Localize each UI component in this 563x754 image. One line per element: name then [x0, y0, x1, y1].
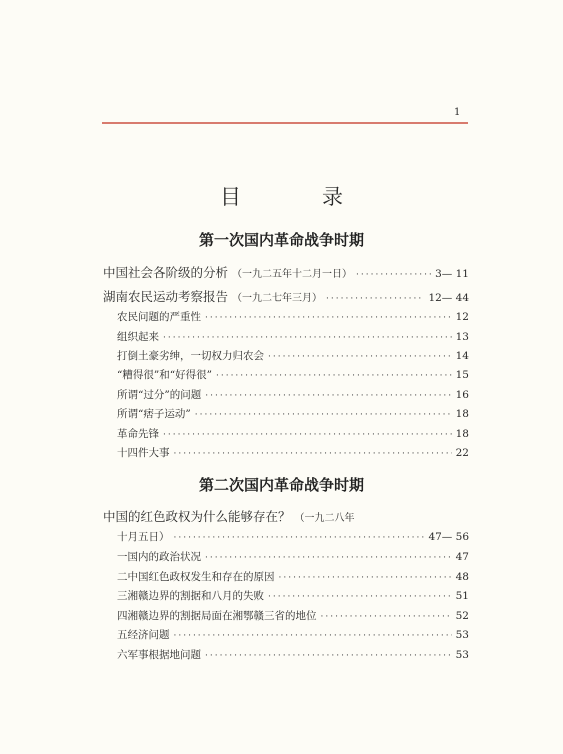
toc-subentry[interactable]	[117, 647, 469, 662]
dot-leader	[216, 371, 452, 381]
subentry-page: 15	[455, 369, 469, 381]
dot-leader	[205, 313, 452, 323]
subentry-title: 农民问题的严重性	[117, 311, 201, 323]
subentry-title: “糟得很”和“好得很”	[117, 369, 212, 381]
subentry-page: 52	[455, 610, 469, 622]
toc-entry[interactable]	[103, 507, 469, 525]
subentry-title: 打倒土豪劣绅，一切权力归农会	[117, 350, 264, 362]
dot-leader	[356, 270, 431, 280]
toc-subentry[interactable]	[117, 387, 469, 402]
entry-pages: 47— 56	[428, 531, 469, 543]
dot-leader	[205, 651, 452, 661]
subentry-title: 经济问题	[127, 629, 170, 641]
header-rule	[102, 122, 468, 124]
dot-leader	[163, 333, 452, 343]
subentry-page: 22	[455, 447, 469, 459]
toc-title: 目 录	[220, 185, 373, 209]
subentry-page: 18	[455, 428, 469, 440]
entry-date: （一九二五年十二月一日）	[232, 269, 353, 280]
subentry-page: 53	[455, 649, 469, 661]
subentry-page: 16	[455, 389, 469, 401]
toc-subentry[interactable]	[117, 309, 469, 324]
entry-title: 中国的红色政权为什么能够存在？	[103, 509, 291, 524]
subentry-page: 14	[455, 350, 469, 362]
toc-entry[interactable]	[103, 287, 469, 305]
toc-entry-continuation[interactable]	[117, 529, 469, 544]
toc-subentry[interactable]	[117, 348, 469, 363]
dot-leader	[321, 612, 452, 622]
subentry-number: 二	[117, 571, 128, 583]
toc-subentry[interactable]	[117, 588, 469, 603]
toc-subentry[interactable]	[117, 426, 469, 441]
toc-subentry[interactable]	[117, 569, 469, 584]
entry-pages: 3— 11	[435, 268, 469, 280]
subentry-page: 18	[455, 408, 469, 420]
dot-leader	[326, 294, 424, 304]
subentry-number: 一	[117, 551, 128, 563]
toc-subentry[interactable]	[117, 549, 469, 564]
entry-date: （一九二八年	[294, 513, 355, 524]
subentry-title: 革命先锋	[117, 428, 159, 440]
subentry-page: 12	[455, 311, 469, 323]
subentry-page: 47	[455, 551, 469, 563]
toc-subentry[interactable]	[117, 329, 469, 344]
dot-leader	[174, 533, 425, 543]
entry-date: （一九二七年三月）	[232, 293, 323, 304]
toc-subentry[interactable]	[117, 445, 469, 460]
dot-leader	[268, 352, 452, 362]
subentry-title: 国内的政治状况	[127, 551, 201, 563]
subentry-number: 五	[117, 629, 128, 641]
toc-subentry[interactable]	[117, 367, 469, 382]
dot-leader	[268, 592, 452, 602]
subentry-page: 48	[455, 571, 469, 583]
subentry-number: 四	[117, 610, 128, 622]
toc-entry[interactable]	[103, 263, 469, 281]
entry-date-continued: 十月五日）	[117, 531, 170, 543]
entry-title: 中国社会各阶级的分析	[103, 265, 229, 280]
dot-leader	[195, 410, 452, 420]
subentry-number: 三	[117, 590, 128, 602]
dot-leader	[174, 631, 452, 641]
subentry-page: 53	[455, 629, 469, 641]
dot-leader	[163, 430, 452, 440]
entry-pages: 12— 44	[428, 292, 469, 304]
toc-subentry[interactable]	[117, 406, 469, 421]
page-number: 1	[454, 107, 461, 118]
subentry-title: 所谓“痞子运动”	[117, 408, 191, 420]
toc-subentry[interactable]	[117, 627, 469, 642]
toc-subentry[interactable]	[117, 608, 469, 623]
subentry-title: 湘赣边界的割据局面在湘鄂赣三省的地位	[127, 610, 317, 622]
subentry-number: 六	[117, 649, 128, 661]
subentry-title: 所谓“过分”的问题	[117, 389, 202, 401]
dot-leader	[205, 553, 452, 563]
subentry-page: 13	[455, 331, 469, 343]
dot-leader	[279, 573, 452, 583]
subentry-title: 十四件大事	[117, 447, 170, 459]
subentry-title: 湘赣边界的割据和八月的失败	[127, 590, 264, 602]
subentry-title: 中国红色政权发生和存在的原因	[127, 571, 275, 583]
section-heading-part-2: 第二次国内革命战争时期	[198, 476, 364, 494]
dot-leader	[205, 391, 451, 401]
subentry-title: 组织起来	[117, 331, 159, 343]
section-heading-part-1: 第一次国内革命战争时期	[198, 231, 364, 249]
subentry-page: 51	[455, 590, 469, 602]
entry-title: 湖南农民运动考察报告	[103, 289, 229, 304]
dot-leader	[174, 449, 452, 459]
subentry-title: 军事根据地问题	[127, 649, 201, 661]
